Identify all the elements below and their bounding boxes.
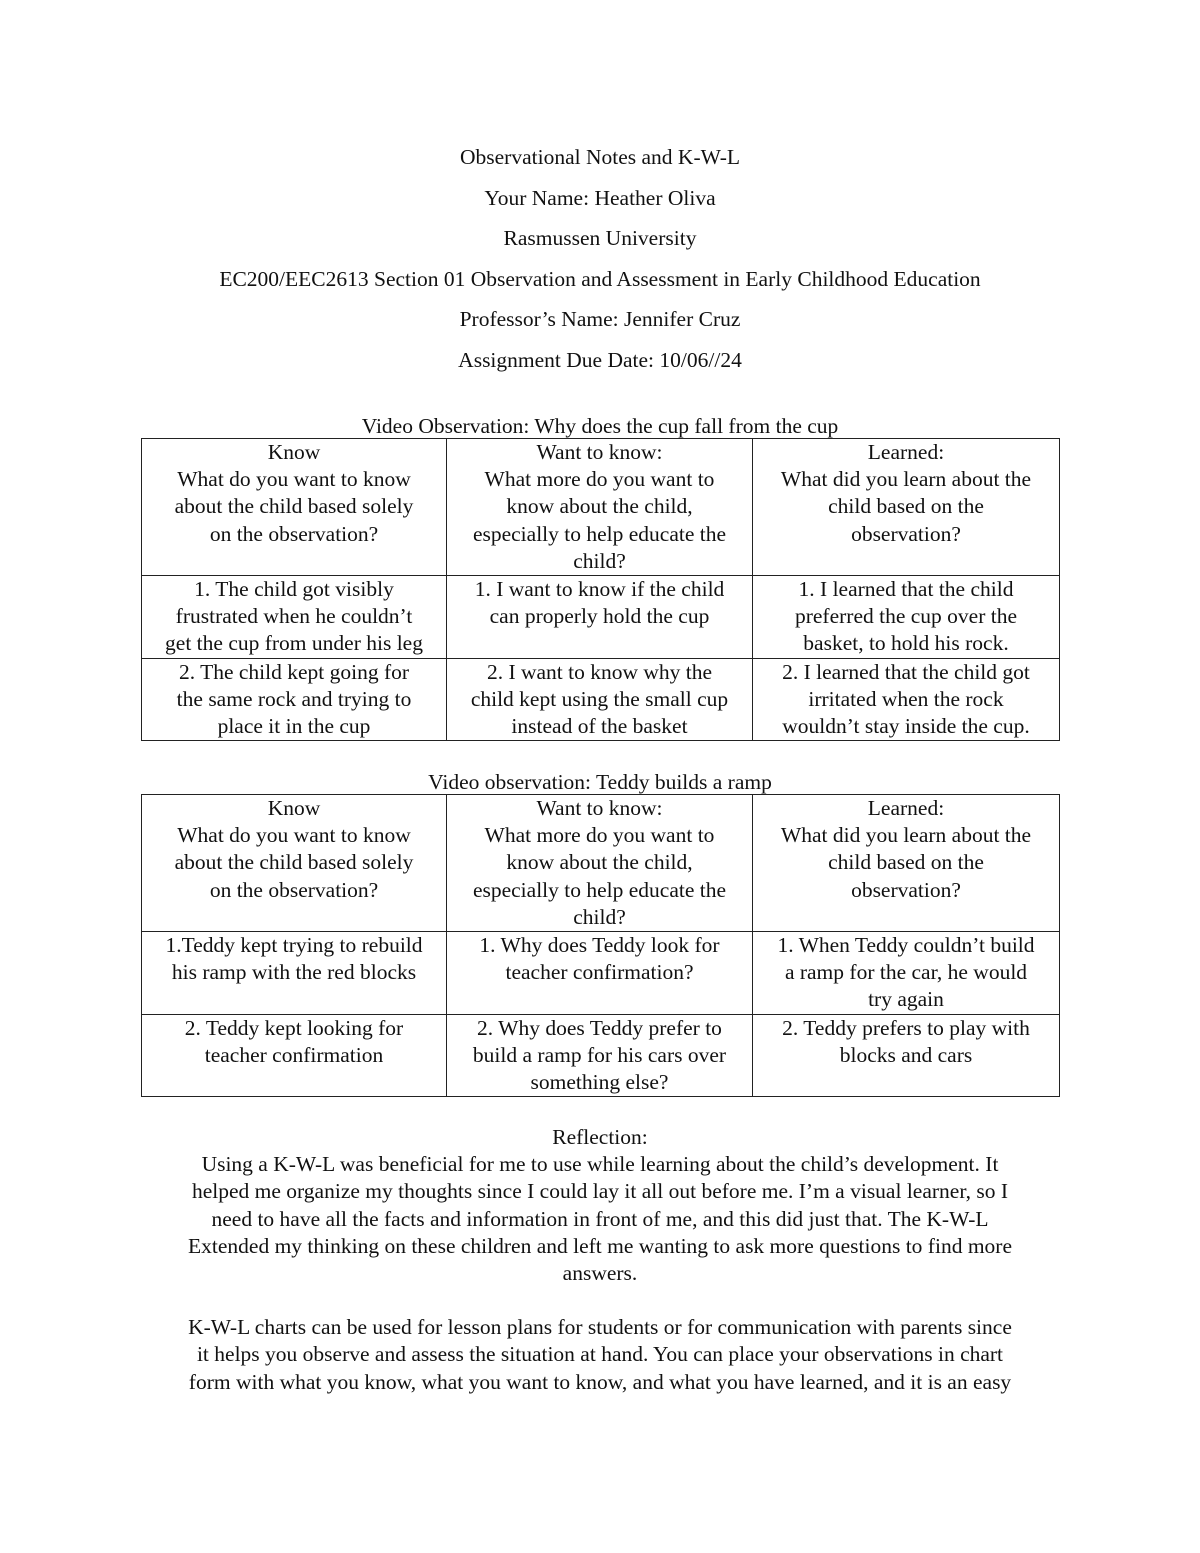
reflection-paragraph-2 (141, 1314, 1059, 1396)
professor-name: Professor’s Name: Jennifer Cruz (459, 307, 741, 332)
learned-cell (753, 576, 1060, 659)
text-line: observation? (851, 521, 961, 546)
text-line: 2. Teddy prefers to play with (782, 1015, 1030, 1040)
text-line: especially to help educate the (472, 521, 727, 546)
text-line: basket, to hold his rock. (803, 631, 1009, 656)
learned-cell (753, 932, 1060, 1015)
know-cell (142, 1014, 447, 1097)
student-name: Your Name: Heather Oliva (484, 185, 716, 210)
text-line: helped me organize my thoughts since I could lay it all out before me. I’m a visual learner, so I (191, 1179, 1009, 1204)
table-caption: Video observation: Teddy builds a ramp (428, 770, 772, 794)
text-line: Know (267, 440, 321, 464)
text-line: Learned: (867, 440, 945, 464)
text-line: 2. I learned that the child got (782, 659, 1030, 684)
table-row (142, 658, 1060, 741)
know-cell (142, 932, 447, 1015)
text-line: 1. I want to know if the child (474, 577, 725, 602)
learned-header-cell (753, 795, 1060, 932)
text-line: know about the child, (506, 494, 693, 519)
text-line: his ramp with the red blocks (171, 960, 417, 985)
learned-cell (753, 658, 1060, 741)
text-line: know about the child, (506, 850, 693, 875)
text-line: What do you want to know (177, 823, 411, 848)
text-line: build a ramp for his cars over (472, 1042, 727, 1067)
text-line: place it in the cup (217, 714, 371, 739)
table-row (142, 932, 1060, 1015)
know-header-cell (142, 439, 447, 576)
text-line: preferred the cup over the (794, 604, 1018, 629)
text-line: child? (573, 548, 626, 573)
reflection-section (141, 1124, 1059, 1396)
learned-cell (753, 1014, 1060, 1097)
know-cell (142, 658, 447, 741)
text-line: about the child based solely (174, 850, 414, 875)
text-line: blocks and cars (839, 1042, 973, 1067)
text-line: What did you learn about the (780, 823, 1032, 848)
want-cell (447, 932, 753, 1015)
text-line: child based on the (828, 850, 984, 875)
text-line: Want to know: (536, 796, 663, 820)
want-header-cell (447, 439, 753, 576)
know-header-cell (142, 795, 447, 932)
text-line: Extended my thinking on these children and left me wanting to ask more questions to find more (188, 1233, 1012, 1258)
text-line: teacher confirmation? (505, 960, 694, 985)
text-line: try again (868, 987, 944, 1012)
text-line: especially to help educate the (472, 877, 727, 902)
want-cell (447, 658, 753, 741)
text-line: What do you want to know (177, 467, 411, 492)
learned-header-cell (753, 439, 1060, 576)
text-line: child kept using the small cup (470, 686, 729, 711)
reflection-heading: Reflection: (552, 1125, 648, 1149)
text-line: 1. The child got visibly (194, 577, 394, 602)
text-line: irritated when the rock (808, 686, 1004, 711)
course-name: EC200/EEC2613 Section 01 Observation and Assessment in Early Childhood Education (219, 266, 981, 291)
kwl-section-1 (141, 414, 1059, 741)
text-line: K-W-L charts can be used for lesson plans for students or for communication with parents since (188, 1315, 1012, 1340)
text-line: Using a K-W-L was beneficial for me to use while learning about the child’s development. It (201, 1152, 999, 1177)
text-line: 2. Teddy kept looking for (184, 1015, 404, 1040)
text-line: 1. When Teddy couldn’t build (777, 933, 1035, 958)
text-line: 1. Why does Teddy look for (479, 933, 720, 958)
university-name: Rasmussen University (503, 226, 697, 251)
text-line: child based on the (828, 494, 984, 519)
reflection-paragraph-1 (141, 1151, 1059, 1287)
text-line: something else? (530, 1070, 669, 1095)
text-line: What more do you want to (484, 823, 715, 848)
kwl-section-2 (141, 770, 1059, 1097)
text-line: teacher confirmation (204, 1042, 384, 1067)
text-line: observation? (851, 877, 961, 902)
table-header-row (142, 795, 1060, 932)
text-line: Want to know: (536, 440, 663, 464)
text-line: about the child based solely (174, 494, 414, 519)
text-line: get the cup from under his leg (165, 631, 423, 656)
text-line: on the observation? (209, 521, 379, 546)
text-line: answers. (562, 1261, 638, 1286)
text-line: wouldn’t stay inside the cup. (782, 714, 1030, 739)
want-header-cell (447, 795, 753, 932)
due-date: Assignment Due Date: 10/06//24 (458, 347, 742, 372)
text-line: Know (267, 796, 321, 820)
table-header-row (142, 439, 1060, 576)
text-line: form with what you know, what you want to know, and what you have learned, and it is an easy (188, 1369, 1012, 1394)
text-line: a ramp for the car, he would (784, 960, 1028, 985)
kwl-table-2 (141, 794, 1060, 1097)
text-line: instead of the basket (511, 714, 688, 739)
document-title: Observational Notes and K-W-L (459, 145, 740, 169)
text-line: 2. I want to know why the (486, 659, 713, 684)
know-cell (142, 576, 447, 659)
text-line: What did you learn about the (780, 467, 1032, 492)
text-line: on the observation? (209, 877, 379, 902)
want-cell (447, 576, 753, 659)
table-caption: Video Observation: Why does the cup fall from the cup (361, 414, 839, 438)
text-line: can properly hold the cup (489, 604, 710, 629)
text-line: 1. I learned that the child (798, 577, 1014, 602)
text-line: 2. Why does Teddy prefer to (477, 1015, 722, 1040)
table-row (142, 1014, 1060, 1097)
text-line: child? (573, 904, 626, 929)
text-line: frustrated when he couldn’t (175, 604, 413, 629)
text-line: What more do you want to (484, 467, 715, 492)
want-cell (447, 1014, 753, 1097)
text-line: the same rock and trying to (176, 686, 412, 711)
text-line: Learned: (867, 796, 945, 820)
table-row (142, 576, 1060, 659)
text-line: it helps you observe and assess the situation at hand. You can place your observations in chart (196, 1342, 1004, 1367)
title-block (0, 142, 1200, 386)
text-line: need to have all the facts and information in front of me, and this did just that. The K-W-L (211, 1206, 989, 1231)
kwl-table-1 (141, 438, 1060, 741)
text-line: 2. The child kept going for (178, 659, 410, 684)
paragraph-gap (141, 1287, 1059, 1314)
text-line: 1.Teddy kept trying to rebuild (165, 933, 423, 958)
